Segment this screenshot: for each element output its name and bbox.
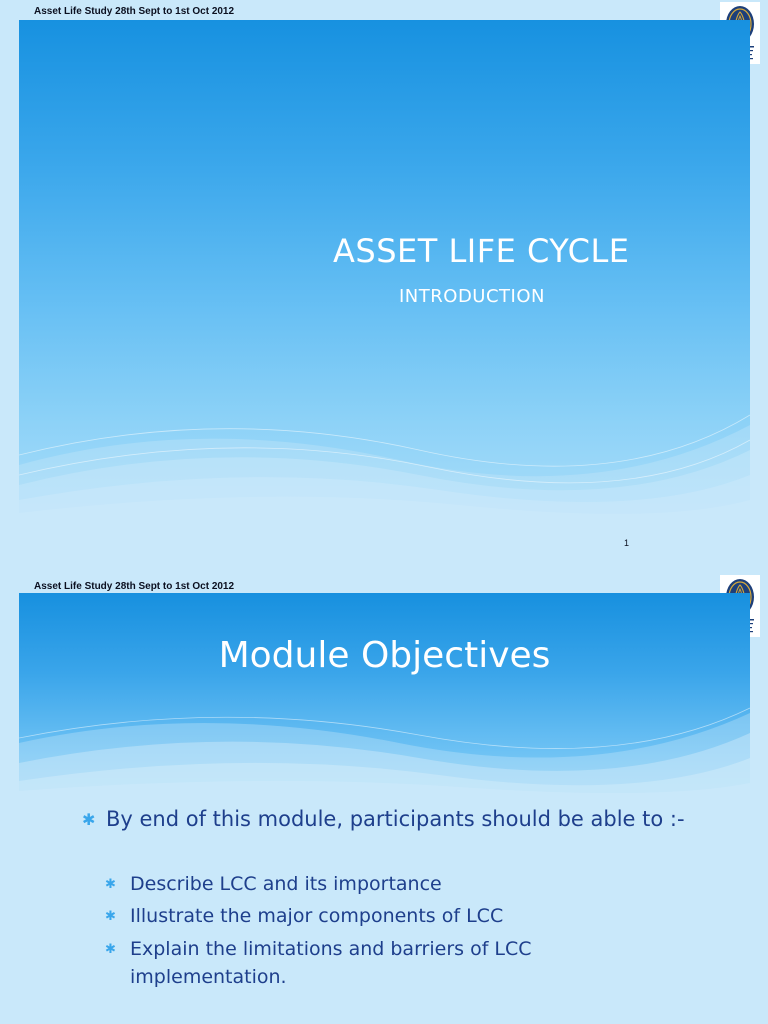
slide-title: ASSET LIFE CYCLE [333, 232, 630, 270]
slide-subtitle: INTRODUCTION [399, 286, 545, 307]
asterisk-bullet-icon: ✱ [82, 810, 96, 829]
title-banner [19, 593, 750, 793]
wave-decoration [19, 703, 750, 793]
asterisk-bullet-icon: ✱ [105, 877, 116, 892]
bullet-text: Explain the limitations and barriers of LCC implementation. [130, 938, 532, 988]
asterisk-bullet-icon: ✱ [105, 909, 116, 924]
header-note: Asset Life Study 28th Sept to 1st Oct 2012 [34, 6, 235, 17]
bullet-text: By end of this module, participants should be able to :- [106, 807, 685, 831]
asterisk-bullet-icon: ✱ [105, 942, 116, 957]
header-note: Asset Life Study 28th Sept to 1st Oct 2012 [34, 581, 235, 592]
slide-title: Module Objectives [218, 635, 551, 676]
wave-decoration [19, 405, 750, 515]
slide-divider [0, 560, 768, 573]
bullet-text: Illustrate the major components of LCC [130, 905, 504, 927]
slide-2 [0, 573, 768, 1024]
bullet-text: Describe LCC and its importance [130, 873, 442, 895]
page-number: 1 [624, 538, 630, 548]
